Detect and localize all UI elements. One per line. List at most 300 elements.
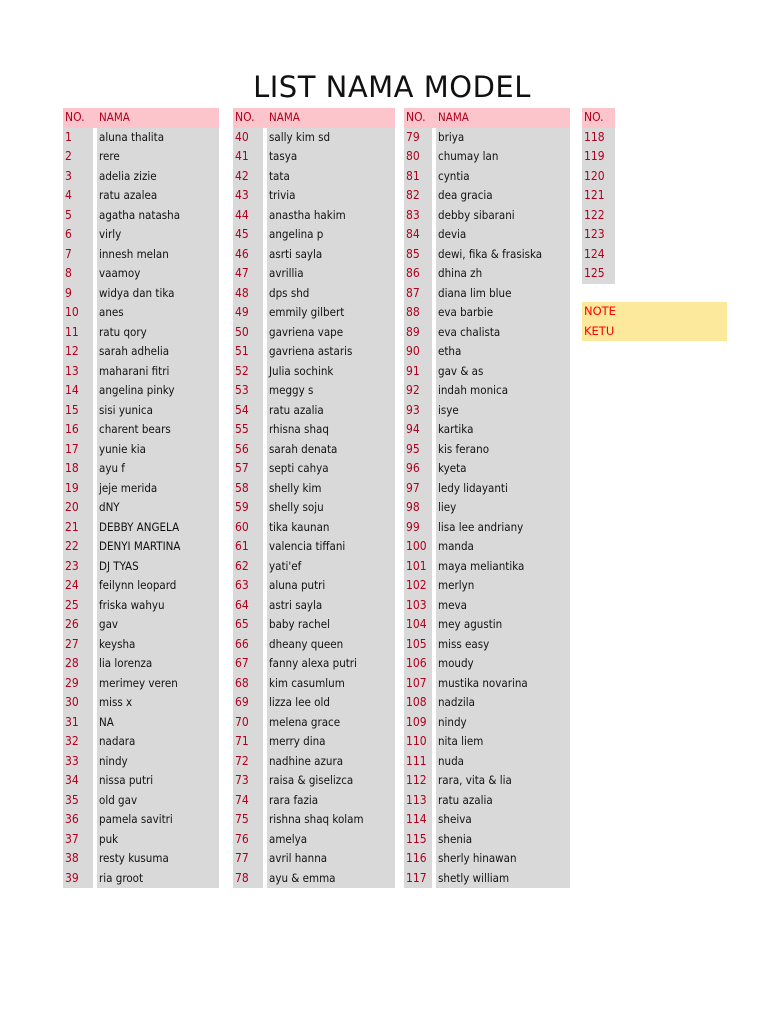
table-row <box>63 810 219 830</box>
table-row <box>63 752 219 772</box>
table-row <box>404 264 570 284</box>
model-name: innesh melan <box>99 246 169 261</box>
table-row <box>404 635 570 655</box>
table-row <box>63 128 219 148</box>
model-name: jeje merida <box>99 480 158 495</box>
row-number: 105 <box>406 636 427 651</box>
model-name: gavriena vape <box>269 324 344 339</box>
model-name: keysha <box>99 636 136 651</box>
row-number: 56 <box>235 441 249 456</box>
table-row <box>63 381 219 401</box>
row-number: 21 <box>65 519 79 534</box>
row-number: 80 <box>406 149 420 163</box>
column-header <box>404 108 570 128</box>
model-name: Julia sochink <box>269 363 334 378</box>
name-column-4 <box>582 108 615 284</box>
model-name: fanny alexa putri <box>269 656 357 670</box>
row-number: 49 <box>235 305 249 319</box>
row-number: 75 <box>235 812 249 826</box>
model-name: ratu qory <box>99 324 147 339</box>
row-number: 57 <box>235 461 249 475</box>
table-row <box>404 401 570 421</box>
table-row <box>63 596 219 616</box>
row-number: 83 <box>406 207 420 222</box>
model-name: nissa putri <box>99 773 154 787</box>
table-row <box>63 713 219 733</box>
table-row <box>233 362 395 382</box>
table-row <box>63 849 219 869</box>
model-name: diana lim blue <box>438 285 512 300</box>
table-row <box>63 479 219 499</box>
table-row <box>63 498 219 518</box>
table-row <box>404 654 570 674</box>
table-row <box>233 498 395 518</box>
row-number: 74 <box>235 792 249 807</box>
row-number: 28 <box>65 656 79 670</box>
row-number: 107 <box>406 675 427 690</box>
table-row <box>404 518 570 538</box>
header-no: NO. <box>584 110 604 124</box>
row-number: 26 <box>65 617 79 631</box>
row-number: 29 <box>65 675 79 690</box>
table-row <box>404 576 570 596</box>
column-body <box>582 128 615 284</box>
row-number: 54 <box>235 402 249 417</box>
table-row <box>233 654 395 674</box>
table-row <box>63 576 219 596</box>
row-number: 23 <box>65 558 79 573</box>
model-name: kartika <box>438 422 474 436</box>
table-row <box>582 186 615 206</box>
table-row <box>404 830 570 850</box>
model-name: asrti sayla <box>269 246 323 261</box>
model-name: old gav <box>99 792 138 807</box>
row-number: 59 <box>235 500 249 514</box>
row-number: 111 <box>406 753 427 768</box>
table-row <box>404 128 570 148</box>
table-row <box>233 693 395 713</box>
row-number: 99 <box>406 519 420 534</box>
model-name: anes <box>99 305 124 319</box>
model-name: nindy <box>99 753 128 768</box>
table-row <box>404 713 570 733</box>
model-name: sherly hinawan <box>438 851 517 865</box>
model-name: DENYI MARTINA <box>99 539 181 553</box>
model-name: emmily gilbert <box>269 305 345 319</box>
table-row <box>233 264 395 284</box>
row-number: 98 <box>406 500 420 514</box>
model-name: ria groot <box>99 870 144 885</box>
table-row <box>233 206 395 226</box>
table-row <box>63 615 219 635</box>
row-number: 20 <box>65 500 79 514</box>
table-row <box>63 440 219 460</box>
table-row <box>404 596 570 616</box>
row-number: 86 <box>406 266 420 280</box>
row-number: 93 <box>406 402 420 417</box>
model-name: ayu f <box>99 461 125 475</box>
model-name: sisi yunica <box>99 402 153 417</box>
row-number: 12 <box>65 344 79 358</box>
model-name: rishna shaq kolam <box>269 812 364 826</box>
table-row <box>63 245 219 265</box>
model-name: gav & as <box>438 363 484 378</box>
model-name: miss easy <box>438 636 490 651</box>
row-number: 96 <box>406 461 420 475</box>
row-number: 71 <box>235 734 249 748</box>
row-number: 113 <box>406 792 427 807</box>
table-row <box>233 284 395 304</box>
model-name: rara fazia <box>269 792 319 807</box>
row-number: 5 <box>65 207 72 222</box>
row-number: 124 <box>584 246 605 261</box>
model-name: chumay lan <box>438 149 499 163</box>
row-number: 35 <box>65 792 79 807</box>
row-number: 58 <box>235 480 249 495</box>
row-number: 112 <box>406 773 427 787</box>
model-name: moudy <box>438 656 474 670</box>
model-name: ratu azalia <box>438 792 493 807</box>
row-number: 17 <box>65 441 79 456</box>
model-name: aluna thalita <box>99 129 165 144</box>
model-name: shelly kim <box>269 480 322 495</box>
table-row <box>233 771 395 791</box>
model-name: sarah denata <box>269 441 338 456</box>
table-row <box>63 459 219 479</box>
row-number: 3 <box>65 168 72 183</box>
table-row <box>233 167 395 187</box>
row-number: 27 <box>65 636 79 651</box>
model-name: dhina zh <box>438 266 483 280</box>
row-number: 101 <box>406 558 427 573</box>
table-row <box>582 225 615 245</box>
row-number: 52 <box>235 363 249 378</box>
column-separator <box>263 128 267 889</box>
model-name: ledy lidayanti <box>438 480 508 495</box>
row-number: 62 <box>235 558 249 573</box>
model-name: trivia <box>269 188 296 202</box>
model-name: avril hanna <box>269 851 328 865</box>
row-number: 114 <box>406 812 427 826</box>
model-name: nindy <box>438 714 467 729</box>
row-number: 34 <box>65 773 79 787</box>
header-nama: NAMA <box>99 110 130 124</box>
row-number: 77 <box>235 851 249 865</box>
column-separator <box>93 128 97 889</box>
row-number: 103 <box>406 597 427 612</box>
model-name: melena grace <box>269 714 341 729</box>
table-row <box>63 323 219 343</box>
model-name: ratu azalea <box>99 188 158 202</box>
model-name: agatha natasha <box>99 207 181 222</box>
table-row <box>63 557 219 577</box>
model-name: resty kusuma <box>99 851 169 865</box>
table-row <box>233 128 395 148</box>
note-box <box>582 302 727 341</box>
table-row <box>63 674 219 694</box>
model-name: briya <box>438 129 465 144</box>
row-number: 60 <box>235 519 249 534</box>
table-row <box>63 362 219 382</box>
column-header <box>233 108 395 128</box>
row-number: 106 <box>406 656 427 670</box>
model-name: astri sayla <box>269 597 323 612</box>
model-name: nadhine azura <box>269 753 344 768</box>
model-name: valencia tiffani <box>269 539 346 553</box>
table-row <box>404 615 570 635</box>
table-row <box>404 752 570 772</box>
column-header <box>63 108 219 128</box>
model-name: cyntia <box>438 168 470 183</box>
model-name: kis ferano <box>438 441 490 456</box>
row-number: 41 <box>235 149 249 163</box>
row-number: 48 <box>235 285 249 300</box>
table-row <box>63 284 219 304</box>
row-number: 46 <box>235 246 249 261</box>
table-row <box>63 401 219 421</box>
row-number: 85 <box>406 246 420 261</box>
table-row <box>233 323 395 343</box>
table-row <box>63 732 219 752</box>
row-number: 14 <box>65 383 79 397</box>
row-number: 69 <box>235 695 249 709</box>
table-row <box>404 167 570 187</box>
table-row <box>233 557 395 577</box>
row-number: 82 <box>406 188 420 202</box>
table-row <box>233 830 395 850</box>
row-number: 45 <box>235 227 249 241</box>
row-number: 38 <box>65 851 79 865</box>
row-number: 32 <box>65 734 79 748</box>
table-row <box>63 264 219 284</box>
row-number: 90 <box>406 344 420 358</box>
model-name: gavriena astaris <box>269 344 353 358</box>
model-name: lia lorenza <box>99 656 153 670</box>
row-number: 36 <box>65 812 79 826</box>
column-separator <box>432 128 436 889</box>
row-number: 1 <box>65 129 72 144</box>
table-row <box>404 771 570 791</box>
table-row <box>233 225 395 245</box>
model-name: dheany queen <box>269 636 344 651</box>
row-number: 87 <box>406 285 420 300</box>
model-name: virly <box>99 227 122 241</box>
model-name: lizza lee old <box>269 695 330 709</box>
name-column-1 <box>63 108 219 888</box>
row-number: 15 <box>65 402 79 417</box>
table-row <box>582 147 615 167</box>
model-name: dea gracia <box>438 188 493 202</box>
table-row <box>233 596 395 616</box>
table-row <box>233 810 395 830</box>
table-row <box>233 537 395 557</box>
row-number: 102 <box>406 578 427 592</box>
model-name: sheiva <box>438 812 472 826</box>
row-number: 88 <box>406 305 420 319</box>
table-row <box>63 167 219 187</box>
model-name: DJ TYAS <box>99 558 139 573</box>
column-body <box>404 128 570 889</box>
table-row <box>63 635 219 655</box>
table-row <box>233 420 395 440</box>
table-row <box>233 869 395 889</box>
column-body <box>63 128 219 889</box>
row-number: 2 <box>65 149 72 163</box>
row-number: 67 <box>235 656 249 670</box>
model-name: devia <box>438 227 467 241</box>
model-name: sally kim sd <box>269 129 331 144</box>
table-row <box>233 635 395 655</box>
row-number: 81 <box>406 168 420 183</box>
row-number: 19 <box>65 480 79 495</box>
table-row <box>404 791 570 811</box>
model-name: vaamoy <box>99 266 141 280</box>
table-row <box>63 420 219 440</box>
row-number: 50 <box>235 324 249 339</box>
row-number: 44 <box>235 207 249 222</box>
row-number: 108 <box>406 695 427 709</box>
table-row <box>404 693 570 713</box>
table-row <box>63 537 219 557</box>
table-row <box>404 810 570 830</box>
row-number: 8 <box>65 266 72 280</box>
row-number: 84 <box>406 227 420 241</box>
row-number: 53 <box>235 383 249 397</box>
model-name: etha <box>438 344 462 358</box>
model-name: merlyn <box>438 578 475 592</box>
model-name: nuda <box>438 753 465 768</box>
table-row <box>233 615 395 635</box>
row-number: 40 <box>235 129 249 144</box>
model-name: liey <box>438 500 457 514</box>
model-name: puk <box>99 831 119 846</box>
name-column-3 <box>404 108 570 888</box>
model-name: avrillia <box>269 266 304 280</box>
row-number: 11 <box>65 324 79 339</box>
model-name: meva <box>438 597 467 612</box>
model-name: gav <box>99 617 119 631</box>
table-row <box>404 245 570 265</box>
table-row <box>63 693 219 713</box>
model-name: maharani fitri <box>99 363 170 378</box>
table-row <box>233 186 395 206</box>
model-name: raisa & giselizca <box>269 773 354 787</box>
table-row <box>63 147 219 167</box>
row-number: 61 <box>235 539 249 553</box>
header-nama: NAMA <box>438 110 469 124</box>
row-number: 122 <box>584 207 605 222</box>
model-name: DEBBY ANGELA <box>99 519 180 534</box>
table-row <box>233 791 395 811</box>
table-row <box>404 147 570 167</box>
note-label: KETU <box>584 323 615 338</box>
row-number: 6 <box>65 227 72 241</box>
table-row <box>233 674 395 694</box>
row-number: 66 <box>235 636 249 651</box>
model-name: debby sibarani <box>438 207 515 222</box>
row-number: 118 <box>584 129 605 144</box>
header-no: NO. <box>235 110 255 124</box>
table-row <box>404 557 570 577</box>
model-name: feilynn leopard <box>99 578 177 592</box>
header-nama: NAMA <box>269 110 300 124</box>
model-name: septi cahya <box>269 461 329 475</box>
table-row <box>63 206 219 226</box>
table-row <box>63 771 219 791</box>
table-row <box>233 245 395 265</box>
table-row <box>63 518 219 538</box>
model-name: anastha hakim <box>269 207 346 222</box>
model-name: merimey veren <box>99 675 178 690</box>
model-name: tika kaunan <box>269 519 330 534</box>
table-row <box>233 518 395 538</box>
table-row <box>233 752 395 772</box>
row-number: 63 <box>235 578 249 592</box>
row-number: 117 <box>406 870 427 885</box>
table-row <box>404 869 570 889</box>
table-row <box>63 303 219 323</box>
row-number: 68 <box>235 675 249 690</box>
row-number: 110 <box>406 734 427 748</box>
model-name: nadzila <box>438 695 475 709</box>
row-number: 24 <box>65 578 79 592</box>
row-number: 25 <box>65 597 79 612</box>
row-number: 116 <box>406 851 427 865</box>
model-name: nadara <box>99 734 136 748</box>
table-row <box>233 401 395 421</box>
model-name: mey agustin <box>438 617 503 631</box>
model-name: indah monica <box>438 383 509 397</box>
row-number: 109 <box>406 714 427 729</box>
model-name: meggy s <box>269 383 314 397</box>
model-name: pamela savitri <box>99 812 173 826</box>
table-row <box>233 732 395 752</box>
row-number: 76 <box>235 831 249 846</box>
row-number: 125 <box>584 266 605 280</box>
row-number: 30 <box>65 695 79 709</box>
model-name: baby rachel <box>269 617 330 631</box>
model-name: isye <box>438 402 459 417</box>
row-number: 70 <box>235 714 249 729</box>
table-row <box>404 732 570 752</box>
row-number: 123 <box>584 227 605 241</box>
table-row <box>582 128 615 148</box>
model-name: miss x <box>99 695 133 709</box>
model-name: rhisna shaq <box>269 422 329 436</box>
table-row <box>233 849 395 869</box>
table-row <box>404 303 570 323</box>
model-name: manda <box>438 539 474 553</box>
header-no: NO. <box>65 110 85 124</box>
table-row <box>404 323 570 343</box>
model-name: eva barbie <box>438 305 494 319</box>
table-row <box>404 420 570 440</box>
row-number: 43 <box>235 188 249 202</box>
model-name: shelly soju <box>269 500 324 514</box>
table-row <box>63 342 219 362</box>
model-name: yunie kia <box>99 441 146 456</box>
table-row <box>404 225 570 245</box>
table-row <box>582 167 615 187</box>
column-header <box>582 108 615 128</box>
table-row <box>404 440 570 460</box>
model-name: shenia <box>438 831 473 846</box>
model-name: dps shd <box>269 285 310 300</box>
model-name: angelina pinky <box>99 383 175 397</box>
row-number: 73 <box>235 773 249 787</box>
model-name: yati'ef <box>269 558 302 573</box>
table-row <box>404 186 570 206</box>
